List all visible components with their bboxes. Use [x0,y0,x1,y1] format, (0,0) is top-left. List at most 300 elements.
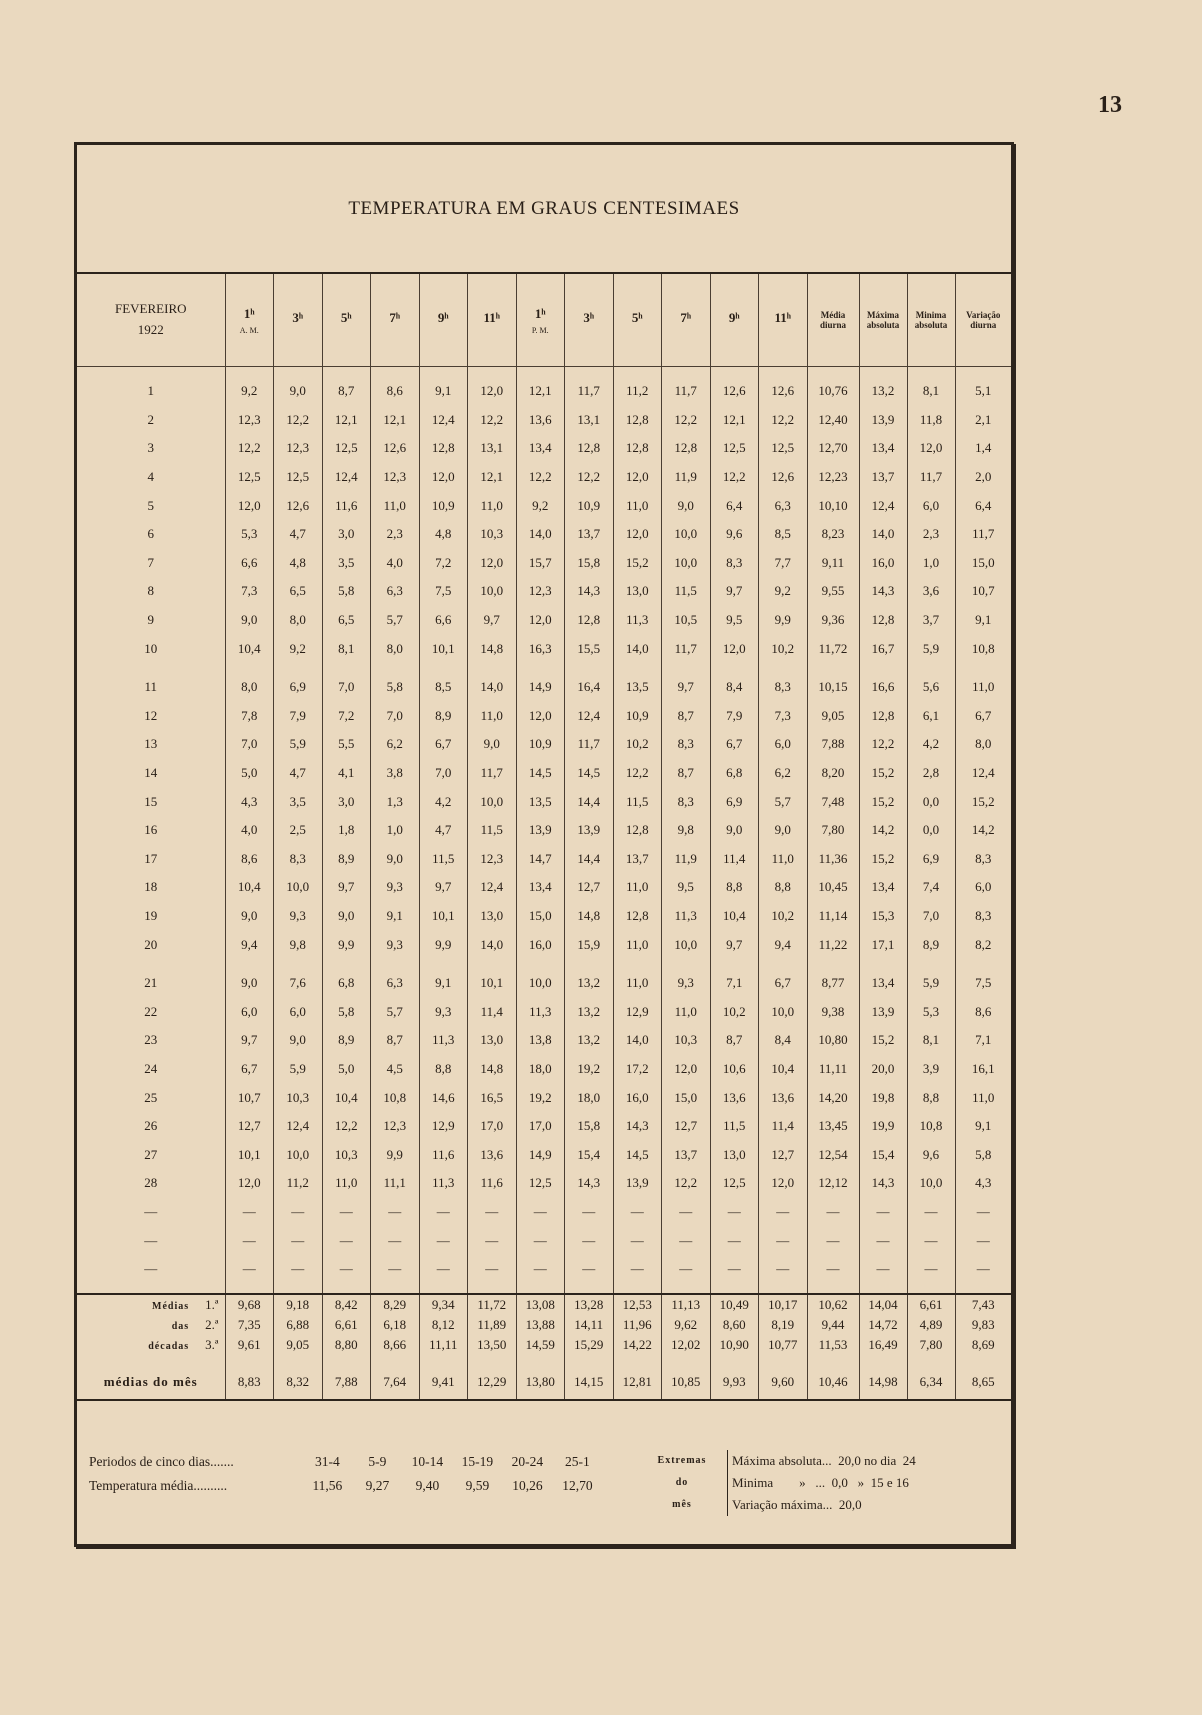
value-cell: 10,2 [710,997,759,1026]
spacer-cell [859,1355,907,1365]
spacer-cell [662,1283,711,1294]
value-cell: 3,0 [322,787,371,816]
value-cell: 11,7 [662,634,711,663]
value-cell: 15,5 [565,634,614,663]
value-cell: 15,29 [565,1335,614,1355]
value-cell: 11,7 [907,463,955,492]
value-cell: 11,0 [613,969,662,998]
value-cell: 8,8 [759,873,808,902]
dash-cell: — [907,1226,955,1255]
value-cell: 4,2 [907,730,955,759]
table-row [77,377,1011,406]
value-cell: 14,3 [613,1112,662,1141]
value-cell: 12,0 [225,1169,274,1198]
spacer-cell [955,959,1011,969]
value-cell: 11,22 [807,930,859,959]
value-cell: 10,2 [613,730,662,759]
value-cell: 17,0 [468,1112,517,1141]
value-cell: 13,2 [859,377,907,406]
value-cell: 12,12 [807,1169,859,1198]
value-cell: 8,1 [322,634,371,663]
value-cell: 9,11 [807,549,859,578]
dash-cell: — [468,1198,517,1227]
hour-header [225,274,274,367]
value-cell: 15,2 [859,1026,907,1055]
value-cell: 13,0 [468,1026,517,1055]
spacer-cell [710,1355,759,1365]
spacer-cell [322,367,371,378]
value-cell: 8,6 [975,1003,992,1019]
value-cell: 11,0 [972,1089,995,1105]
value-cell: 5,7 [371,997,420,1026]
dash-cell: — [807,1226,859,1255]
value-cell: 18,0 [565,1083,614,1112]
value-cell: 10,6 [710,1055,759,1084]
value-cell: 9,62 [662,1315,711,1335]
day-cell: 8 [77,577,225,606]
dash-cell: — [565,1198,614,1227]
day-cell: 26 [77,1112,225,1141]
value-cell: 10,4 [322,1083,371,1112]
spacer-cell [807,959,859,969]
value-cell: 3,8 [371,759,420,788]
month-header [77,274,225,367]
value-cell: 11,2 [613,377,662,406]
value-cell: 9,05 [274,1335,323,1355]
value-cell: 12,1 [322,406,371,435]
value-cell: 5,9 [907,969,955,998]
value-cell: 8,65 [955,1365,1011,1400]
value-cell: 7,0 [322,673,371,702]
value-cell: 10,4 [225,634,274,663]
table-row [77,902,1011,931]
value-cell: 12,6 [710,377,759,406]
hour-header [565,274,614,367]
value-cell: 8,2 [975,936,992,952]
hour-label: 9ʰ [728,310,740,325]
spacer-cell [419,1355,468,1365]
value-cell: 12,7 [565,873,614,902]
hour-header [710,274,759,367]
value-cell: 6,7 [225,1055,274,1084]
value-cell: 5,7 [371,606,420,635]
table-row [77,1026,1011,1055]
value-cell: 11,3 [516,997,565,1026]
spacer-cell [565,1355,614,1365]
value-cell: 15,3 [859,902,907,931]
dash-cell: — [710,1255,759,1284]
value-cell: 8,8 [907,1083,955,1112]
value-cell: 8,60 [710,1315,759,1335]
dash-cell: — [77,1198,225,1227]
spacer-cell [955,1355,1011,1365]
period-value: 20-24 [511,1454,544,1469]
table-row [77,873,1011,902]
value-cell: 14,3 [565,1169,614,1198]
value-cell: 5,9 [274,1055,323,1084]
value-cell: 5,8 [322,997,371,1026]
spacer-cell [859,367,907,378]
value-cell: 6,1 [907,702,955,731]
value-cell: 11,7 [662,377,711,406]
day-cell: 1 [77,377,225,406]
value-cell: 10,4 [710,902,759,931]
dash-cell: — [710,1198,759,1227]
value-cell: 12,6 [274,491,323,520]
value-cell: 13,1 [468,434,517,463]
value-cell: 5,6 [907,673,955,702]
dash-cell: — [516,1226,565,1255]
day-cell: 5 [77,491,225,520]
value-cell: 6,6 [225,549,274,578]
spacer-cell [859,1283,907,1294]
value-cell: 7,1 [975,1032,992,1048]
temps-label: Temperatura média.......... [89,1478,228,1493]
dash-cell: — [468,1255,517,1284]
spacer-cell [613,1355,662,1365]
spacer-cell [274,1355,323,1365]
spacer-cell [77,959,225,969]
value-cell: 12,6 [371,434,420,463]
value-cell: 13,7 [662,1140,711,1169]
value-cell: 13,2 [565,969,614,998]
dash-cell: — [976,1261,990,1277]
value-cell: 11,6 [322,491,371,520]
value-cell: 8,20 [807,759,859,788]
value-cell: 7,3 [759,702,808,731]
value-cell: 14,5 [516,759,565,788]
periods-label: Periodos de cinco dias....... [89,1454,234,1469]
spacer-cell [565,367,614,378]
value-cell: 9,5 [710,606,759,635]
spacer-cell [468,663,517,673]
value-cell: 13,9 [516,816,565,845]
value-cell: 7,4 [907,873,955,902]
value-cell: 13,08 [516,1294,565,1315]
value-cell: 2,5 [274,816,323,845]
value-cell: 6,34 [907,1365,955,1400]
day-cell: 15 [77,787,225,816]
dash-cell: — [907,1198,955,1227]
value-cell: 11,14 [807,902,859,931]
dash-cell: — [662,1255,711,1284]
value-cell: 3,5 [322,549,371,578]
value-cell: 12,0 [225,491,274,520]
spacer-cell [322,1355,371,1365]
value-cell: 12,0 [468,377,517,406]
value-cell: 15,0 [971,554,995,570]
value-cell: 9,61 [225,1335,274,1355]
value-cell: 15,9 [565,930,614,959]
value-cell: 15,2 [859,845,907,874]
value-cell: 12,5 [516,1169,565,1198]
value-cell: 12,1 [371,406,420,435]
value-cell: 12,2 [274,406,323,435]
value-cell: 9,0 [710,816,759,845]
spacer-cell [225,959,274,969]
hour-label: 9ʰ [437,310,449,325]
value-cell: 13,7 [859,463,907,492]
value-cell: 12,0 [613,520,662,549]
value-cell: 9,6 [907,1140,955,1169]
value-cell: 10,17 [759,1294,808,1315]
value-cell: 10,8 [907,1112,955,1141]
value-cell: 11,6 [468,1169,517,1198]
value-cell: 3,9 [907,1055,955,1084]
value-cell: 11,96 [613,1315,662,1335]
spacer-cell [322,959,371,969]
dash-cell: — [710,1226,759,1255]
spacer-cell [322,1283,371,1294]
spacer-cell [274,663,323,673]
value-cell: 16,0 [859,549,907,578]
value-cell: 12,81 [613,1365,662,1400]
value-cell: 5,9 [907,634,955,663]
value-cell: 4,1 [322,759,371,788]
value-cell: 8,7 [322,377,371,406]
value-cell: 8,3 [975,850,992,866]
value-cell: 14,0 [516,520,565,549]
value-cell: 2,3 [371,520,420,549]
value-cell: 8,42 [322,1294,371,1315]
extremes-values [727,1450,916,1516]
value-cell: 10,76 [807,377,859,406]
value-cell: 16,1 [971,1060,995,1076]
day-cell: 22 [77,997,225,1026]
value-cell: 9,3 [662,969,711,998]
value-cell: 0,0 [907,816,955,845]
value-cell: 14,3 [859,1169,907,1198]
value-cell: 14,0 [613,634,662,663]
dash-cell: — [322,1198,371,1227]
value-cell: 12,8 [859,606,907,635]
value-cell: 9,36 [807,606,859,635]
value-cell: 13,6 [759,1083,808,1112]
value-cell: 15,4 [859,1140,907,1169]
value-cell: 9,7 [419,873,468,902]
day-cell: 18 [77,873,225,902]
value-cell: 12,8 [859,702,907,731]
spacer-cell [955,367,1011,378]
value-cell: 7,35 [225,1315,274,1335]
spacer-cell [516,959,565,969]
hour-header [419,274,468,367]
value-cell: 8,9 [322,845,371,874]
value-cell: 5,0 [225,759,274,788]
value-cell: 11,7 [972,526,995,542]
year-label: 1922 [137,322,164,337]
value-cell: 12,1 [516,377,565,406]
value-cell: 16,0 [613,1083,662,1112]
value-cell: 10,3 [662,1026,711,1055]
value-cell: 10,4 [759,1055,808,1084]
spacer-cell [807,663,859,673]
value-cell: 12,0 [516,702,565,731]
month-label: FEVEREIRO [115,301,187,317]
value-cell: 8,8 [419,1055,468,1084]
dash-cell: — [613,1226,662,1255]
value-cell: 6,7 [419,730,468,759]
table-row [77,434,1011,463]
value-cell: 4,3 [975,1175,992,1191]
value-cell: 8,3 [662,787,711,816]
value-cell: 12,5 [225,463,274,492]
periods-summary [89,1450,602,1498]
value-cell: 14,98 [859,1365,907,1400]
value-cell: 12,1 [710,406,759,435]
value-cell: 14,4 [565,787,614,816]
value-cell: 10,8 [371,1083,420,1112]
value-cell: 9,9 [759,606,808,635]
value-cell: 11,11 [419,1335,468,1355]
spacer-cell [225,1283,274,1294]
value-cell: 10,0 [759,997,808,1026]
value-cell: 12,0 [710,634,759,663]
value-cell: 9,60 [759,1365,808,1400]
dash-cell: — [516,1255,565,1284]
value-cell: 15,8 [565,549,614,578]
value-cell: 13,7 [565,520,614,549]
decade-number: 1.ª [205,1297,219,1313]
value-cell: 11,4 [468,997,517,1026]
value-cell: 10,2 [759,634,808,663]
value-cell: 10,0 [907,1169,955,1198]
value-cell: 10,90 [710,1335,759,1355]
value-cell: 13,2 [565,1026,614,1055]
dash-cell: — [225,1255,274,1284]
value-cell: 9,0 [322,902,371,931]
value-cell: 14,8 [468,634,517,663]
stat-header [907,274,955,367]
value-cell: 13,4 [516,873,565,902]
value-cell: 1,3 [371,787,420,816]
value-cell: 9,41 [419,1365,468,1400]
value-cell: 11,0 [613,930,662,959]
value-cell: 15,0 [662,1083,711,1112]
day-cell: 21 [77,969,225,998]
value-cell: 10,7 [225,1083,274,1112]
spacer-cell [371,1355,420,1365]
value-cell: 5,8 [371,673,420,702]
value-cell: 9,9 [322,930,371,959]
value-cell: 13,45 [807,1112,859,1141]
spacer-cell [225,367,274,378]
decade-label-cell [77,1294,225,1315]
value-cell: 11,7 [565,730,614,759]
value-cell: 5,1 [975,383,992,399]
value-cell: 9,34 [419,1294,468,1315]
value-cell: 14,0 [613,1026,662,1055]
day-cell: 14 [77,759,225,788]
value-cell: 14,2 [971,822,995,838]
dash-cell: — [225,1226,274,1255]
value-cell: 11,0 [759,845,808,874]
value-cell: 10,0 [468,787,517,816]
spacer-cell [710,1283,759,1294]
value-cell: 5,3 [907,997,955,1026]
table-row [77,1112,1011,1141]
period-label: P. M. [531,325,549,335]
spacer-cell [419,959,468,969]
value-cell: 8,3 [975,907,992,923]
value-cell: 12,7 [662,1112,711,1141]
value-cell: 12,29 [468,1365,517,1400]
value-cell: 12,8 [565,434,614,463]
value-cell: 12,4 [565,702,614,731]
dash-cell: — [759,1198,808,1227]
month-average-label-cell [77,1365,225,1400]
value-cell: 14,04 [859,1294,907,1315]
value-cell: 12,40 [807,406,859,435]
dash-cell: — [662,1198,711,1227]
value-cell: 9,7 [225,1026,274,1055]
day-cell: 17 [77,845,225,874]
dash-cell: — [419,1198,468,1227]
spacer-cell [274,367,323,378]
value-cell: 13,0 [468,902,517,931]
spacer-cell [859,959,907,969]
value-cell: 15,2 [613,549,662,578]
value-cell: 8,1 [907,377,955,406]
value-cell: 9,55 [807,577,859,606]
hour-header [613,274,662,367]
period-value: 5-9 [368,1454,387,1469]
value-cell: 9,0 [225,969,274,998]
value-cell: 12,8 [613,902,662,931]
table-row [77,730,1011,759]
dash-cell: — [371,1198,420,1227]
value-cell: 7,80 [807,816,859,845]
value-cell: 9,9 [371,1140,420,1169]
value-cell: 13,5 [516,787,565,816]
period-temperature: 10,26 [512,1478,543,1493]
value-cell: 7,8 [225,702,274,731]
dash-cell: — [859,1226,907,1255]
value-cell: 12,8 [613,434,662,463]
value-cell: 12,2 [468,406,517,435]
value-cell: 9,1 [419,377,468,406]
empty-day-row [77,1255,1011,1284]
spacer-cell [710,367,759,378]
value-cell: 10,2 [759,902,808,931]
value-cell: 10,10 [807,491,859,520]
value-cell: 9,0 [371,845,420,874]
dash-cell: — [322,1226,371,1255]
value-cell: 8,23 [807,520,859,549]
value-cell: 6,0 [975,879,992,895]
dash-cell: — [759,1255,808,1284]
dash-cell: — [371,1255,420,1284]
value-cell: 8,3 [662,730,711,759]
value-cell: 9,3 [371,873,420,902]
value-cell: 12,2 [662,1169,711,1198]
spacer-cell [907,367,955,378]
spacer-cell [225,663,274,673]
value-cell: 7,1 [710,969,759,998]
table-row [77,930,1011,959]
value-cell: 13,0 [613,577,662,606]
dash-cell: — [274,1198,323,1227]
value-cell: 12,02 [662,1335,711,1355]
value-cell: 8,9 [419,702,468,731]
value-cell: 12,3 [516,577,565,606]
value-cell: 10,9 [613,702,662,731]
value-cell: 17,2 [613,1055,662,1084]
value-cell: 12,0 [613,463,662,492]
value-cell: 14,0 [859,520,907,549]
value-cell: 8,0 [975,736,992,752]
value-cell: 8,83 [225,1365,274,1400]
